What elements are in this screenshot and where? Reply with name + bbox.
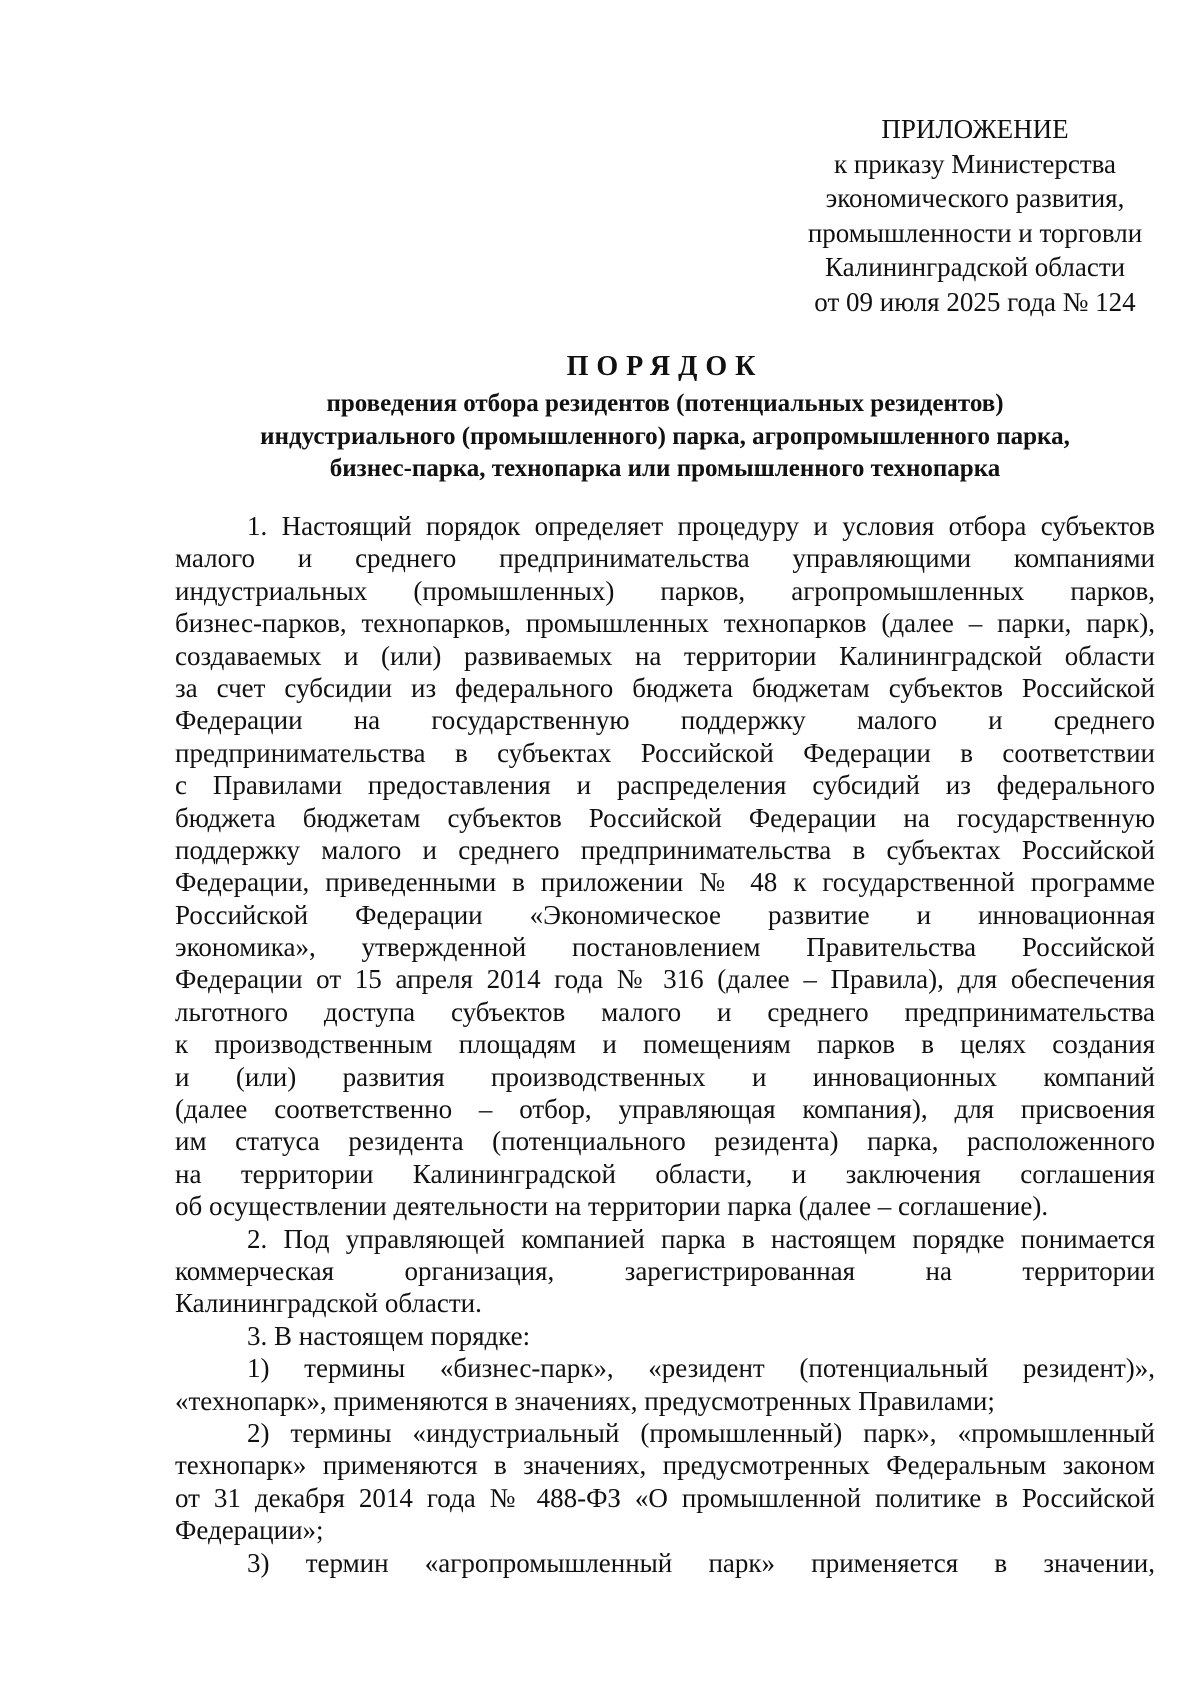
subtitle-line: проведения отбора резидентов (потенциальных резидентов) [326, 390, 1004, 417]
paragraph-1-line: поддержку малого и среднего предпринимательства в субъектах Российской [175, 834, 1155, 865]
paragraph-2-line: Калининградской области. [175, 1288, 482, 1319]
paragraph-1-line: за счет субсидии из федерального бюджета бюджетам субъектов Российской [175, 672, 1155, 703]
appendix-line: промышленности и торговли [807, 217, 1143, 248]
item-2-line: Федерации»; [175, 1515, 324, 1546]
subtitle-line: бизнес-парка, технопарка или промышленного технопарка [329, 455, 1001, 482]
paragraph-1-line: Федерации, приведенными в приложении № 48 к государственной программе [175, 867, 1155, 898]
appendix-line: ПРИЛОЖЕНИЕ [881, 114, 1069, 144]
paragraph-1-line: бюджета бюджетам субъектов Российской Федерации на государственную [175, 802, 1155, 833]
paragraph-1-line: с Правилами предоставления и распределения субсидий из федерального [175, 770, 1155, 801]
paragraph-1-line: льготного доступа субъектов малого и среднего предпринимательства [175, 996, 1155, 1027]
paragraph-3-line: 3. В настоящем порядке: [247, 1320, 531, 1351]
paragraph-1-line: к производственным площадям и помещениям парков в целях создания [175, 1029, 1155, 1060]
paragraph-1-line: малого и среднего предпринимательства управляющими компаниями [175, 543, 1155, 574]
paragraph-1-line: экономика», утвержденной постановлением Правительства Российской [175, 932, 1155, 963]
paragraph-1-line: об осуществлении деятельности на территории парка (далее – соглашение). [175, 1191, 1049, 1222]
item-2-line: 2) термины «индустриальный (промышленный) парк», «промышленный [247, 1417, 1155, 1448]
paragraph-1-line: и (или) развития производственных и инновационных компаний [175, 1061, 1155, 1092]
paragraph-2-line: коммерческая организация, зарегистрированная на территории [175, 1255, 1155, 1286]
paragraph-1-line: Российской Федерации «Экономическое развитие и инновационная [175, 899, 1155, 930]
paragraph-1-line: (далее соответственно – отбор, управляющая компания), для присвоения [175, 1094, 1155, 1125]
paragraph-1-line: индустриальных (промышленных) парков, агропромышленных парков, [175, 575, 1155, 606]
paragraph-1-line: им статуса резидента (потенциального резидента) парка, расположенного [175, 1126, 1155, 1157]
paragraph-1-line: предпринимательства в субъектах Российской Федерации в соответствии [175, 737, 1155, 768]
paragraph-1-line: Федерации на государственную поддержку малого и среднего [175, 705, 1155, 736]
appendix-line: экономического развития, [825, 183, 1125, 213]
document-subtitle [175, 388, 1155, 486]
item-1-line: 1) термины «бизнес-парк», «резидент (потенциальный резидент)», [247, 1353, 1155, 1384]
appendix-line: от 09 июля 2025 года № 124 [814, 286, 1136, 317]
subtitle-line: индустриального (промышленного) парка, агропромышленного парка, [260, 422, 1070, 450]
item-2-line: от 31 декабря 2014 года № 488-ФЗ «О промышленной политике в Российской [175, 1482, 1155, 1513]
paragraph-2-line: 2. Под управляющей компанией парка в настоящем порядке понимается [247, 1223, 1155, 1254]
appendix-header [790, 112, 1160, 319]
item-3-line: 3) термин «агропромышленный парк» применяется в значении, [247, 1547, 1155, 1578]
appendix-line: Калининградской области [824, 252, 1126, 282]
paragraph-1-line: создаваемых и (или) развиваемых на территории Калининградской области [175, 640, 1155, 671]
appendix-line: к приказу Министерства [833, 148, 1117, 179]
paragraph-1-line: 1. Настоящий порядок определяет процедуру и условия отбора субъектов [247, 511, 1155, 541]
item-2-line: технопарк» применяются в значениях, предусмотренных Федеральным законом [175, 1450, 1155, 1481]
paragraph-1-line: на территории Калининградской области, и заключения соглашения [175, 1158, 1155, 1189]
paragraph-1-line: Федерации от 15 апреля 2014 года № 316 (далее – Правила), для обеспечения [175, 964, 1155, 995]
document-title: ПОРЯДОК [566, 351, 764, 382]
item-1-line: «технопарк», применяются в значениях, предусмотренных Правилами; [175, 1385, 995, 1416]
paragraph-1-line: бизнес-парков, технопарков, промышленных технопарков (далее – парки, парк), [175, 608, 1155, 639]
document-body [175, 510, 1155, 1579]
